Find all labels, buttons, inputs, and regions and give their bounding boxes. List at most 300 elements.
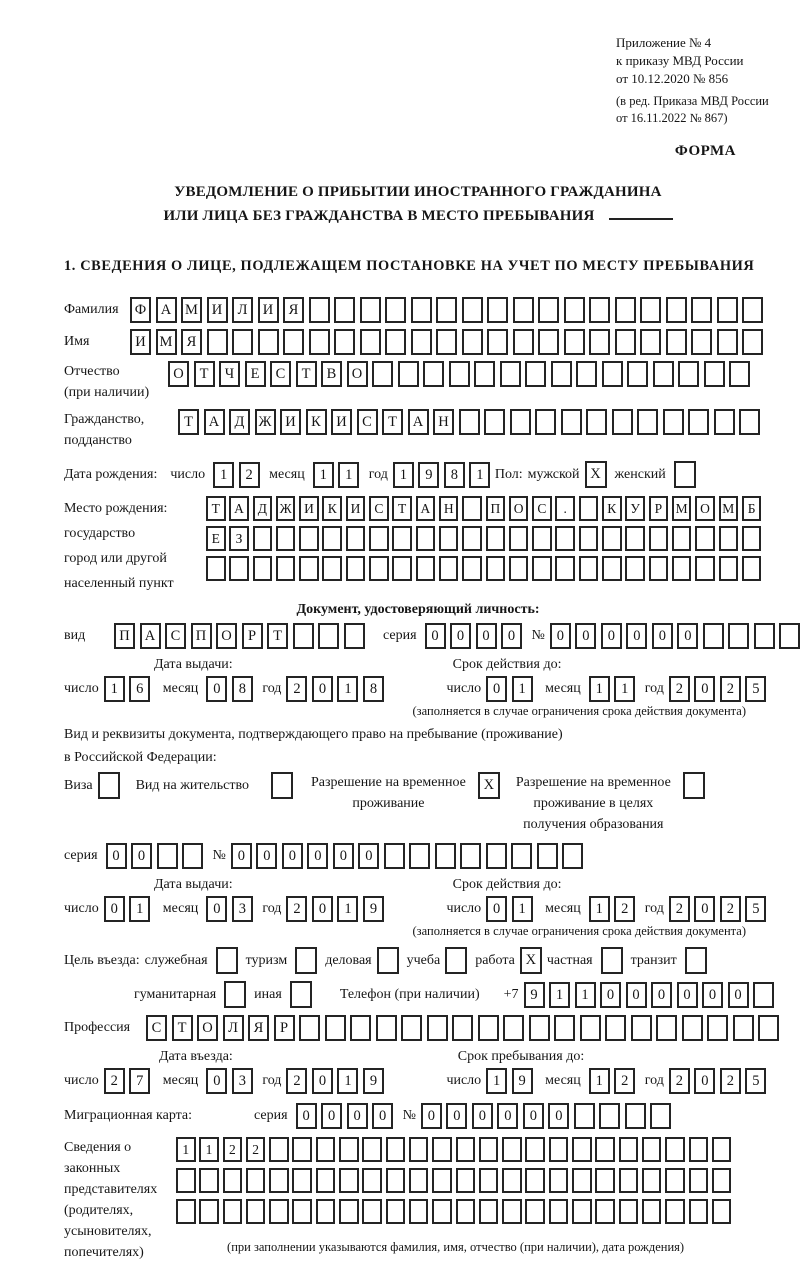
char-cell[interactable]: 1 <box>512 896 533 922</box>
char-cell[interactable] <box>561 409 582 435</box>
char-cell[interactable]: Я <box>181 329 202 355</box>
char-cell[interactable] <box>253 526 273 551</box>
char-cell[interactable] <box>564 329 585 355</box>
char-cell[interactable] <box>479 1199 499 1224</box>
char-cell[interactable] <box>459 409 480 435</box>
char-cell[interactable] <box>456 1199 476 1224</box>
char-cell[interactable]: 0 <box>548 1103 569 1129</box>
char-cell[interactable]: 0 <box>486 676 507 702</box>
char-cell[interactable]: 0 <box>256 843 277 869</box>
char-cell[interactable] <box>642 1168 662 1193</box>
id-valid-month[interactable] <box>589 676 640 702</box>
entry-year[interactable] <box>286 1068 388 1094</box>
char-cell[interactable]: Б <box>742 496 762 521</box>
char-cell[interactable] <box>576 361 597 387</box>
char-cell[interactable]: 2 <box>614 1068 635 1094</box>
id-series-boxes[interactable] <box>425 623 527 649</box>
char-cell[interactable] <box>707 1015 728 1041</box>
char-cell[interactable]: 2 <box>614 896 635 922</box>
char-cell[interactable]: О <box>197 1015 218 1041</box>
char-cell[interactable]: Е <box>206 526 226 551</box>
char-cell[interactable] <box>386 1168 406 1193</box>
char-cell[interactable]: 0 <box>626 982 647 1008</box>
char-cell[interactable] <box>460 843 481 869</box>
char-cell[interactable]: Т <box>178 409 199 435</box>
char-cell[interactable]: 2 <box>246 1137 266 1162</box>
char-cell[interactable] <box>719 556 739 581</box>
char-cell[interactable] <box>486 526 506 551</box>
char-cell[interactable]: 2 <box>223 1137 243 1162</box>
char-cell[interactable] <box>663 409 684 435</box>
char-cell[interactable] <box>601 947 623 974</box>
char-cell[interactable] <box>753 982 774 1008</box>
char-cell[interactable] <box>409 843 430 869</box>
char-cell[interactable]: К <box>602 496 622 521</box>
char-cell[interactable] <box>649 526 669 551</box>
char-cell[interactable]: Т <box>206 496 226 521</box>
char-cell[interactable]: 0 <box>312 1068 333 1094</box>
char-cell[interactable] <box>502 1199 522 1224</box>
char-cell[interactable]: 1 <box>575 982 596 1008</box>
char-cell[interactable] <box>362 1199 382 1224</box>
char-cell[interactable]: О <box>168 361 189 387</box>
char-cell[interactable] <box>510 409 531 435</box>
char-cell[interactable] <box>599 1103 620 1129</box>
char-cell[interactable] <box>290 981 312 1008</box>
char-cell[interactable]: 7 <box>129 1068 150 1094</box>
char-cell[interactable] <box>339 1137 359 1162</box>
char-cell[interactable] <box>549 1168 569 1193</box>
char-cell[interactable]: Р <box>242 623 263 649</box>
char-cell[interactable] <box>276 556 296 581</box>
char-cell[interactable]: Ч <box>219 361 240 387</box>
char-cell[interactable] <box>595 1199 615 1224</box>
migration-number-boxes[interactable] <box>421 1103 676 1129</box>
char-cell[interactable] <box>398 361 419 387</box>
char-cell[interactable] <box>309 329 330 355</box>
char-cell[interactable] <box>346 556 366 581</box>
char-cell[interactable]: 1 <box>337 676 358 702</box>
char-cell[interactable] <box>637 409 658 435</box>
phone-digit-boxes[interactable] <box>524 982 779 1008</box>
birthplace-row1-boxes[interactable] <box>206 496 765 521</box>
char-cell[interactable]: Ж <box>255 409 276 435</box>
char-cell[interactable] <box>293 623 314 649</box>
char-cell[interactable] <box>182 843 203 869</box>
char-cell[interactable]: 9 <box>418 462 439 488</box>
char-cell[interactable] <box>683 772 705 799</box>
char-cell[interactable]: Е <box>245 361 266 387</box>
stay-valid-day[interactable] <box>486 896 537 922</box>
char-cell[interactable]: 1 <box>213 462 234 488</box>
char-cell[interactable]: 9 <box>512 1068 533 1094</box>
char-cell[interactable] <box>538 329 559 355</box>
char-cell[interactable]: 0 <box>601 623 622 649</box>
char-cell[interactable]: 1 <box>313 462 334 488</box>
char-cell[interactable] <box>487 329 508 355</box>
char-cell[interactable] <box>672 556 692 581</box>
char-cell[interactable]: Т <box>382 409 403 435</box>
char-cell[interactable] <box>369 556 389 581</box>
char-cell[interactable] <box>224 981 246 1008</box>
char-cell[interactable] <box>299 526 319 551</box>
char-cell[interactable]: А <box>140 623 161 649</box>
purpose-humanitarian-checkbox[interactable] <box>224 981 246 1008</box>
char-cell[interactable] <box>742 329 763 355</box>
char-cell[interactable] <box>682 1015 703 1041</box>
char-cell[interactable]: О <box>695 496 715 521</box>
char-cell[interactable] <box>685 947 707 974</box>
char-cell[interactable] <box>691 297 712 323</box>
char-cell[interactable]: Ж <box>276 496 296 521</box>
stay-valid-year[interactable] <box>669 896 771 922</box>
char-cell[interactable]: 2 <box>286 676 307 702</box>
char-cell[interactable]: А <box>416 496 436 521</box>
char-cell[interactable] <box>432 1168 452 1193</box>
char-cell[interactable] <box>316 1199 336 1224</box>
char-cell[interactable] <box>532 526 552 551</box>
char-cell[interactable] <box>717 297 738 323</box>
char-cell[interactable]: М <box>156 329 177 355</box>
char-cell[interactable]: 2 <box>720 676 741 702</box>
char-cell[interactable]: 0 <box>450 623 471 649</box>
char-cell[interactable] <box>283 329 304 355</box>
char-cell[interactable]: X <box>585 461 607 488</box>
char-cell[interactable] <box>385 329 406 355</box>
char-cell[interactable]: 0 <box>421 1103 442 1129</box>
char-cell[interactable] <box>689 1168 709 1193</box>
char-cell[interactable] <box>439 556 459 581</box>
char-cell[interactable] <box>449 361 470 387</box>
char-cell[interactable]: С <box>165 623 186 649</box>
char-cell[interactable] <box>649 556 669 581</box>
char-cell[interactable] <box>176 1168 196 1193</box>
char-cell[interactable]: . <box>555 496 575 521</box>
char-cell[interactable]: 1 <box>199 1137 219 1162</box>
char-cell[interactable] <box>232 329 253 355</box>
char-cell[interactable]: И <box>280 409 301 435</box>
char-cell[interactable] <box>409 1168 429 1193</box>
char-cell[interactable]: 0 <box>702 982 723 1008</box>
char-cell[interactable] <box>462 556 482 581</box>
char-cell[interactable] <box>678 361 699 387</box>
char-cell[interactable] <box>360 329 381 355</box>
char-cell[interactable]: С <box>146 1015 167 1041</box>
stay-number-boxes[interactable] <box>231 843 588 869</box>
char-cell[interactable] <box>712 1137 732 1162</box>
char-cell[interactable] <box>712 1199 732 1224</box>
migration-series-boxes[interactable] <box>296 1103 398 1129</box>
char-cell[interactable] <box>535 409 556 435</box>
char-cell[interactable] <box>509 556 529 581</box>
char-cell[interactable]: 0 <box>231 843 252 869</box>
char-cell[interactable]: 5 <box>745 896 766 922</box>
stay-issue-year[interactable] <box>286 896 388 922</box>
char-cell[interactable] <box>529 1015 550 1041</box>
char-cell[interactable] <box>362 1137 382 1162</box>
char-cell[interactable] <box>691 329 712 355</box>
purpose-official-checkbox[interactable] <box>216 947 238 974</box>
char-cell[interactable] <box>689 1199 709 1224</box>
char-cell[interactable]: И <box>299 496 319 521</box>
char-cell[interactable]: 0 <box>486 896 507 922</box>
char-cell[interactable] <box>650 1103 671 1129</box>
char-cell[interactable] <box>344 623 365 649</box>
char-cell[interactable]: 1 <box>549 982 570 1008</box>
char-cell[interactable] <box>416 526 436 551</box>
char-cell[interactable] <box>436 297 457 323</box>
char-cell[interactable] <box>554 1015 575 1041</box>
purpose-study-checkbox[interactable] <box>445 947 467 974</box>
char-cell[interactable]: 0 <box>104 896 125 922</box>
char-cell[interactable] <box>334 329 355 355</box>
char-cell[interactable]: К <box>306 409 327 435</box>
char-cell[interactable]: 2 <box>720 896 741 922</box>
char-cell[interactable] <box>456 1137 476 1162</box>
char-cell[interactable] <box>689 1137 709 1162</box>
char-cell[interactable]: Ф <box>130 297 151 323</box>
char-cell[interactable]: М <box>181 297 202 323</box>
char-cell[interactable]: 3 <box>232 1068 253 1094</box>
char-cell[interactable] <box>703 623 724 649</box>
char-cell[interactable] <box>339 1199 359 1224</box>
char-cell[interactable] <box>427 1015 448 1041</box>
char-cell[interactable] <box>666 329 687 355</box>
char-cell[interactable] <box>509 526 529 551</box>
char-cell[interactable] <box>376 1015 397 1041</box>
char-cell[interactable] <box>206 556 226 581</box>
char-cell[interactable]: 0 <box>206 896 227 922</box>
char-cell[interactable]: 0 <box>206 1068 227 1094</box>
char-cell[interactable]: 0 <box>600 982 621 1008</box>
char-cell[interactable] <box>299 556 319 581</box>
char-cell[interactable]: Т <box>172 1015 193 1041</box>
char-cell[interactable]: 0 <box>131 843 152 869</box>
entry-month[interactable] <box>206 1068 257 1094</box>
char-cell[interactable] <box>322 556 342 581</box>
char-cell[interactable]: М <box>672 496 692 521</box>
char-cell[interactable] <box>360 297 381 323</box>
char-cell[interactable]: 0 <box>282 843 303 869</box>
char-cell[interactable] <box>292 1168 312 1193</box>
char-cell[interactable]: X <box>478 772 500 799</box>
char-cell[interactable]: Н <box>439 496 459 521</box>
char-cell[interactable] <box>580 1015 601 1041</box>
char-cell[interactable] <box>401 1015 422 1041</box>
char-cell[interactable] <box>758 1015 779 1041</box>
char-cell[interactable]: А <box>408 409 429 435</box>
char-cell[interactable] <box>525 1137 545 1162</box>
char-cell[interactable] <box>98 772 120 799</box>
char-cell[interactable] <box>562 843 583 869</box>
char-cell[interactable]: П <box>114 623 135 649</box>
char-cell[interactable] <box>445 947 467 974</box>
char-cell[interactable] <box>292 1199 312 1224</box>
char-cell[interactable]: 0 <box>347 1103 368 1129</box>
char-cell[interactable] <box>392 556 412 581</box>
char-cell[interactable] <box>615 297 636 323</box>
female-checkbox[interactable] <box>674 461 696 488</box>
char-cell[interactable] <box>572 1168 592 1193</box>
char-cell[interactable] <box>672 526 692 551</box>
char-cell[interactable] <box>384 843 405 869</box>
char-cell[interactable] <box>653 361 674 387</box>
char-cell[interactable] <box>436 329 457 355</box>
char-cell[interactable]: 1 <box>337 1068 358 1094</box>
char-cell[interactable] <box>377 947 399 974</box>
visa-checkbox[interactable] <box>98 772 120 799</box>
char-cell[interactable] <box>742 526 762 551</box>
purpose-tourism-checkbox[interactable] <box>295 947 317 974</box>
char-cell[interactable] <box>574 1103 595 1129</box>
residence-permit-checkbox[interactable] <box>271 772 293 799</box>
char-cell[interactable] <box>299 1015 320 1041</box>
char-cell[interactable]: И <box>258 297 279 323</box>
char-cell[interactable] <box>642 1137 662 1162</box>
char-cell[interactable] <box>223 1168 243 1193</box>
char-cell[interactable] <box>318 623 339 649</box>
char-cell[interactable]: Р <box>649 496 669 521</box>
char-cell[interactable]: А <box>204 409 225 435</box>
char-cell[interactable]: 2 <box>720 1068 741 1094</box>
char-cell[interactable] <box>246 1199 266 1224</box>
char-cell[interactable]: 8 <box>232 676 253 702</box>
char-cell[interactable]: 1 <box>129 896 150 922</box>
char-cell[interactable]: Т <box>296 361 317 387</box>
purpose-other-checkbox[interactable] <box>290 981 312 1008</box>
char-cell[interactable]: 1 <box>104 676 125 702</box>
char-cell[interactable]: 0 <box>358 843 379 869</box>
char-cell[interactable]: С <box>270 361 291 387</box>
char-cell[interactable] <box>269 1199 289 1224</box>
char-cell[interactable] <box>386 1137 406 1162</box>
purpose-private-checkbox[interactable] <box>601 947 623 974</box>
char-cell[interactable] <box>551 361 572 387</box>
char-cell[interactable]: Т <box>267 623 288 649</box>
char-cell[interactable]: З <box>229 526 249 551</box>
char-cell[interactable] <box>625 556 645 581</box>
char-cell[interactable]: А <box>156 297 177 323</box>
char-cell[interactable] <box>511 843 532 869</box>
char-cell[interactable] <box>258 329 279 355</box>
char-cell[interactable]: 6 <box>129 676 150 702</box>
char-cell[interactable] <box>409 1137 429 1162</box>
char-cell[interactable]: Я <box>283 297 304 323</box>
char-cell[interactable]: X <box>520 947 542 974</box>
char-cell[interactable]: 2 <box>669 1068 690 1094</box>
birthplace-row2-boxes[interactable] <box>206 526 765 551</box>
char-cell[interactable]: 0 <box>501 623 522 649</box>
id-kind-boxes[interactable] <box>114 623 369 649</box>
char-cell[interactable]: 0 <box>651 982 672 1008</box>
char-cell[interactable] <box>589 329 610 355</box>
char-cell[interactable] <box>503 1015 524 1041</box>
char-cell[interactable]: 0 <box>312 896 333 922</box>
char-cell[interactable]: 1 <box>393 462 414 488</box>
char-cell[interactable] <box>688 409 709 435</box>
char-cell[interactable] <box>656 1015 677 1041</box>
stay-valid-month[interactable] <box>589 896 640 922</box>
purpose-business-checkbox[interactable] <box>377 947 399 974</box>
char-cell[interactable]: О <box>509 496 529 521</box>
char-cell[interactable] <box>269 1137 289 1162</box>
char-cell[interactable] <box>695 526 715 551</box>
birth-year-boxes[interactable] <box>393 462 495 488</box>
char-cell[interactable] <box>416 556 436 581</box>
char-cell[interactable]: Л <box>232 297 253 323</box>
char-cell[interactable] <box>346 526 366 551</box>
char-cell[interactable] <box>602 526 622 551</box>
char-cell[interactable] <box>579 496 599 521</box>
char-cell[interactable]: 1 <box>589 676 610 702</box>
char-cell[interactable]: 1 <box>176 1137 196 1162</box>
char-cell[interactable]: 9 <box>363 1068 384 1094</box>
char-cell[interactable]: 9 <box>363 896 384 922</box>
citizenship-boxes[interactable] <box>178 409 765 435</box>
id-number-boxes[interactable] <box>550 623 800 649</box>
char-cell[interactable] <box>714 409 735 435</box>
char-cell[interactable] <box>423 361 444 387</box>
char-cell[interactable] <box>216 947 238 974</box>
char-cell[interactable] <box>742 297 763 323</box>
char-cell[interactable] <box>525 361 546 387</box>
char-cell[interactable]: 1 <box>589 896 610 922</box>
char-cell[interactable] <box>602 361 623 387</box>
char-cell[interactable] <box>619 1199 639 1224</box>
char-cell[interactable]: С <box>532 496 552 521</box>
char-cell[interactable] <box>712 1168 732 1193</box>
char-cell[interactable]: С <box>369 496 389 521</box>
char-cell[interactable] <box>486 556 506 581</box>
char-cell[interactable]: 5 <box>745 676 766 702</box>
char-cell[interactable] <box>253 556 273 581</box>
char-cell[interactable] <box>432 1199 452 1224</box>
char-cell[interactable]: 0 <box>472 1103 493 1129</box>
char-cell[interactable] <box>309 297 330 323</box>
char-cell[interactable]: 0 <box>312 676 333 702</box>
char-cell[interactable] <box>625 1103 646 1129</box>
representatives-row2-boxes[interactable] <box>176 1168 735 1193</box>
char-cell[interactable]: 5 <box>745 1068 766 1094</box>
char-cell[interactable] <box>246 1168 266 1193</box>
char-cell[interactable]: О <box>347 361 368 387</box>
char-cell[interactable] <box>487 297 508 323</box>
char-cell[interactable] <box>502 1137 522 1162</box>
char-cell[interactable] <box>612 409 633 435</box>
char-cell[interactable] <box>665 1199 685 1224</box>
char-cell[interactable] <box>334 297 355 323</box>
char-cell[interactable]: И <box>207 297 228 323</box>
char-cell[interactable] <box>462 329 483 355</box>
birth-month-boxes[interactable] <box>313 462 364 488</box>
char-cell[interactable]: Т <box>194 361 215 387</box>
char-cell[interactable]: 1 <box>614 676 635 702</box>
char-cell[interactable] <box>269 1168 289 1193</box>
char-cell[interactable] <box>513 329 534 355</box>
char-cell[interactable]: 1 <box>337 896 358 922</box>
char-cell[interactable] <box>229 556 249 581</box>
purpose-work-checkbox[interactable] <box>520 947 542 974</box>
char-cell[interactable] <box>456 1168 476 1193</box>
char-cell[interactable] <box>572 1137 592 1162</box>
char-cell[interactable] <box>579 526 599 551</box>
char-cell[interactable]: И <box>130 329 151 355</box>
char-cell[interactable] <box>549 1199 569 1224</box>
char-cell[interactable] <box>484 409 505 435</box>
char-cell[interactable]: 0 <box>307 843 328 869</box>
male-checkbox[interactable] <box>585 461 607 488</box>
char-cell[interactable] <box>619 1168 639 1193</box>
